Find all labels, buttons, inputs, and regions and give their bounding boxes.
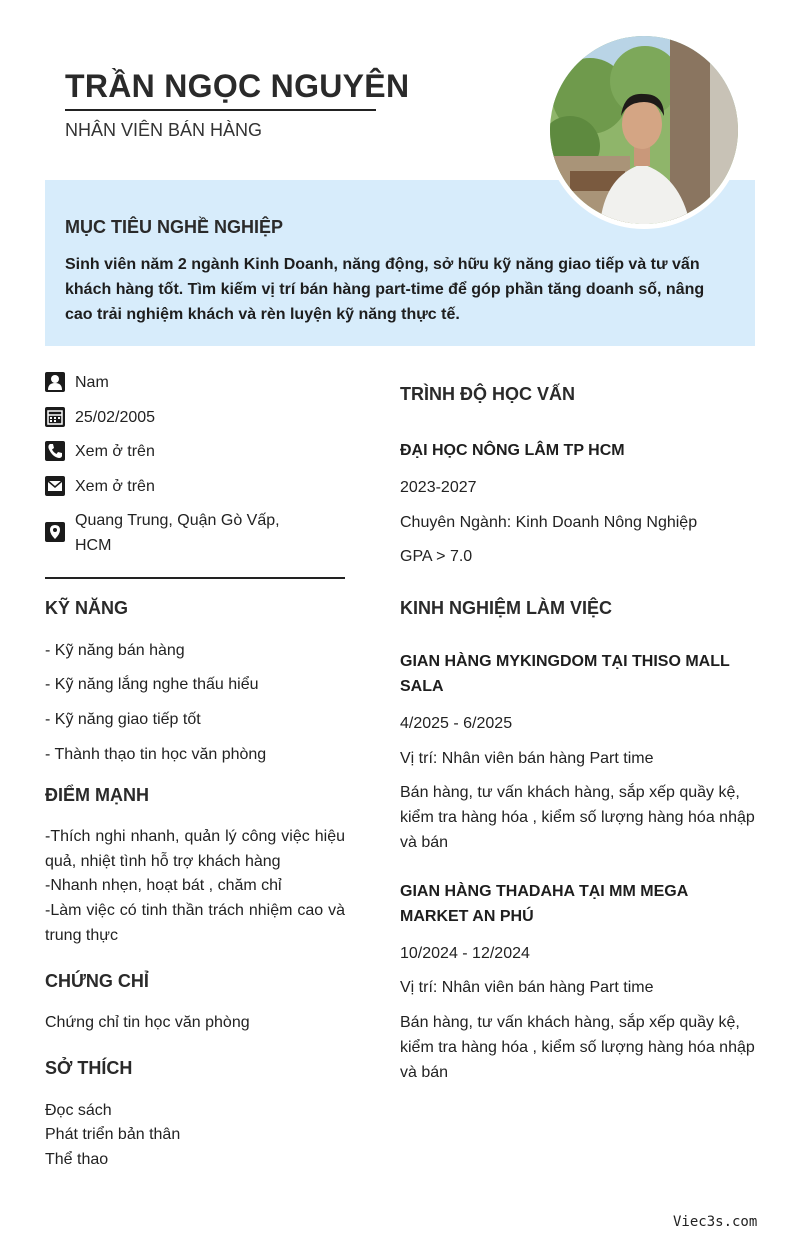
job-description: Bán hàng, tư vấn khách hàng, sắp xếp quầy kệ, kiểm tra hàng hóa , kiểm số lượng hàng hóa nhập và bán — [400, 1014, 755, 1081]
skill-item: - Kỹ năng giao tiếp tốt — [45, 711, 201, 728]
contact-divider — [45, 577, 345, 579]
job-period: 10/2024 - 12/2024 — [400, 945, 530, 962]
hobbies-heading: SỞ THÍCH — [45, 1058, 133, 1078]
name-underline — [65, 109, 376, 111]
job-position: Vị trí: Nhân viên bán hàng Part time — [400, 750, 654, 767]
skills-heading: KỸ NĂNG — [45, 598, 129, 618]
watermark: Viec3s.com — [673, 1214, 758, 1230]
birthday-value: 25/02/2005 — [75, 409, 156, 426]
job-company: GIAN HÀNG THADAHA TẠI MM MEGA — [400, 883, 689, 900]
person-icon — [45, 372, 65, 392]
job-company: GIAN HÀNG MYKINGDOM TẠI THISO MALL — [400, 653, 730, 670]
education-heading: TRÌNH ĐỘ HỌC VẤN — [400, 384, 575, 404]
education-major: Chuyên Ngành: Kinh Doanh Nông Nghiệp — [400, 514, 698, 531]
skill-item: - Thành thạo tin học văn phòng — [45, 746, 267, 763]
certificate-item: Chứng chỉ tin học văn phòng — [45, 1014, 250, 1031]
skill-item: - Kỹ năng lắng nghe thấu hiểu — [45, 676, 259, 693]
skill-item: - Kỹ năng bán hàng — [45, 642, 185, 659]
education-gpa: GPA > 7.0 — [400, 548, 473, 565]
hobby-item: Đọc sách — [45, 1102, 112, 1119]
calendar-icon — [45, 407, 65, 427]
experience-heading: KINH NGHIỆM LÀM VIỆC — [400, 598, 613, 618]
hobby-item: Thể thao — [45, 1151, 109, 1168]
certificates-heading: CHỨNG CHỈ — [45, 971, 149, 991]
job-company: SALA — [400, 678, 444, 695]
profile-photo-image — [550, 36, 738, 224]
address-line-1: Quang Trung, Quận Gò Vấp, — [75, 512, 280, 529]
strength-item: -Làm việc có tinh thần trách nhiệm cao và trung thực — [45, 902, 345, 944]
gender-value: Nam — [75, 374, 109, 391]
address-line-2: HCM — [75, 537, 112, 554]
envelope-icon — [45, 476, 65, 496]
profile-photo — [545, 31, 743, 229]
job-company: MARKET AN PHÚ — [400, 908, 534, 925]
job-description: Bán hàng, tư vấn khách hàng, sắp xếp quầy kệ, kiểm tra hàng hóa , kiểm số lượng hàng hóa nhập và bán — [400, 784, 755, 851]
school-name: ĐẠI HỌC NÔNG LÂM TP HCM — [400, 442, 625, 459]
email-value: Xem ở trên — [75, 478, 155, 495]
map-pin-icon — [45, 522, 65, 542]
career-objective-text: Sinh viên năm 2 ngành Kinh Doanh, năng động, sở hữu kỹ năng giao tiếp và tư vấn khách hàng tốt. Tìm kiếm vị trí bán hàng part-time để góp phần tăng doanh số, nâng cao trải nghiệm khách và rèn luyện kỹ năng thực tế. — [65, 256, 705, 323]
phone-icon — [45, 441, 65, 461]
job-position: Vị trí: Nhân viên bán hàng Part time — [400, 979, 654, 996]
candidate-name: TRẦN NGỌC NGUYÊN — [65, 68, 410, 104]
hobby-item: Phát triển bản thân — [45, 1126, 181, 1143]
phone-value: Xem ở trên — [75, 443, 155, 460]
job-title: NHÂN VIÊN BÁN HÀNG — [65, 120, 263, 140]
job-period: 4/2025 - 6/2025 — [400, 715, 513, 732]
strengths-heading: ĐIỂM MẠNH — [45, 785, 149, 805]
education-period: 2023-2027 — [400, 479, 477, 496]
career-objective-heading: MỤC TIÊU NGHỀ NGHIỆP — [65, 217, 284, 237]
strength-item: -Thích nghi nhanh, quản lý công việc hiệu quả, nhiệt tình hỗ trợ khách hàng — [45, 828, 345, 870]
strength-item: -Nhanh nhẹn, hoạt bát , chăm chỉ — [45, 877, 282, 894]
